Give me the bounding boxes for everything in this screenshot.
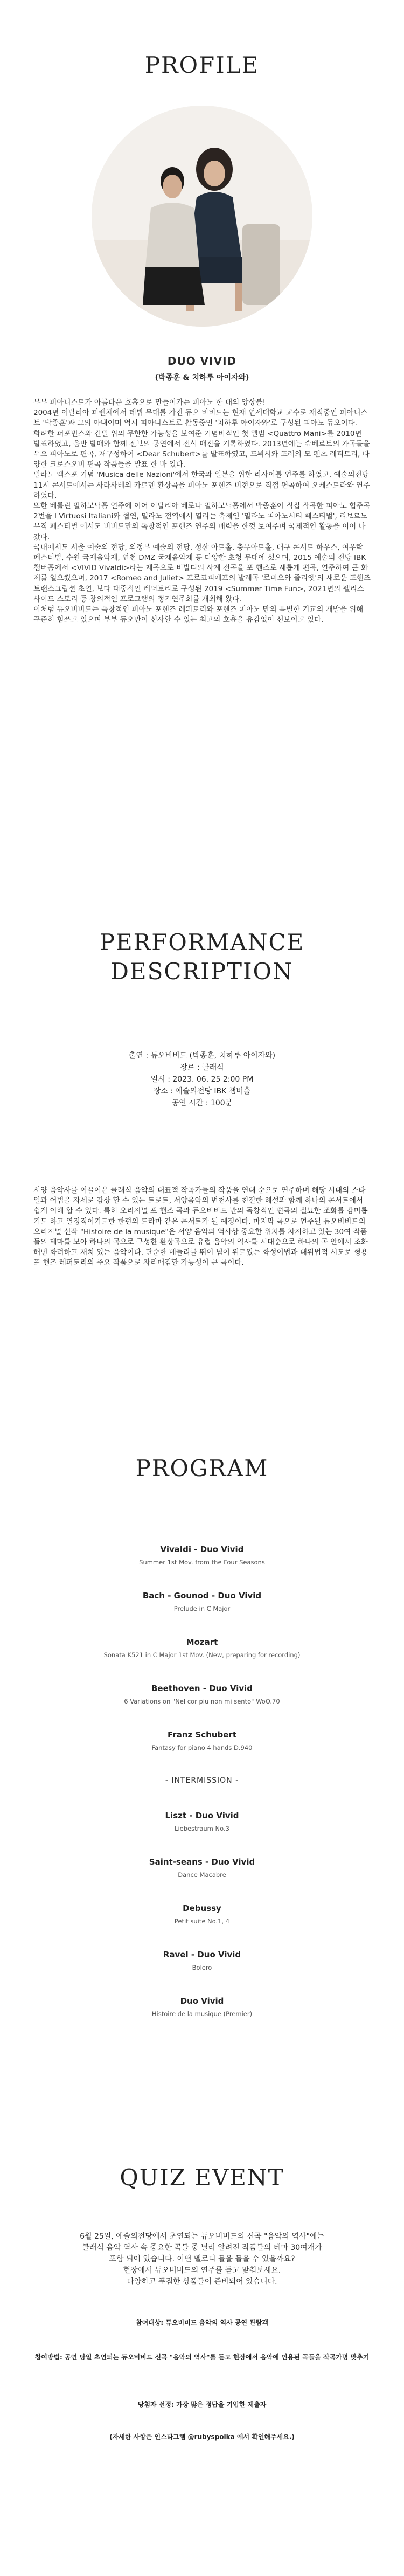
quiz-target: 참여대상: 듀오비비드 음악의 역사 공연 관람객 <box>136 2319 268 2326</box>
piece-title: Sonata K521 in C Major 1st Mov. (New, preparing for recording) <box>103 1651 301 1659</box>
quiz-intro-line: 포함 되어 있습니다. 어떤 멜로디 들을 들을 수 있을까요? <box>109 2255 295 2263</box>
quiz-intro-line: 클래식 음악 역사 속 중요한 곡들 중 널리 알려진 작품들의 테마 30여개가 <box>82 2243 322 2252</box>
program-item <box>0 1545 404 1566</box>
piece-title: Summer 1st Mov. from the Four Seasons <box>139 1559 265 1566</box>
duo-members: (박종훈 & 치하루 아이자와) <box>155 373 249 382</box>
piece-composer: Beethoven - Duo Vivid <box>151 1684 253 1693</box>
quiz-intro-line: 현장에서 듀오비비드의 연주를 듣고 맞춰보세요. <box>123 2266 281 2275</box>
info-duration: 공연 시간 : 100분 <box>171 1099 233 1107</box>
piece-composer: Ravel - Duo Vivid <box>163 1950 241 1959</box>
duo-portrait-image <box>92 106 312 327</box>
info-performer: 출연 : 듀오비비드 (박종훈, 치하루 아이자와) <box>128 1051 276 1060</box>
performance-description: 서양 음악사를 이끌어온 클래식 음악의 대표적 작곡가들의 작품을 연대 순으로 연주하며 해당 시대의 스타일과 어법을 자세로 감상 할 수 있는 트로트, 서양음악의 변천사를 친절한 해설과 함께 하나의 콘서트에서 쉽게 이해 할 수 있다. 특히 오리지널 포 핸즈 곡과 듀오비비드 만의 독창적인 편곡의 절묘한 조화를 감미롭기도 하고 열정적이기도한 한편의 드라마 같은 콘서트가 될 예정이다. 마지막 곡으로 연주될 듀오비비드의 오리지널 신작 "Histoire de la musique"은 서양 음악의 역사상 중요한 위치를 차지하고 있는 30여 작품들의 테마를 모아 하나의 곡으로 구성한 환상곡으로 유럽 음악의 역사를 시대순으로 하나의 곡 안에서 조화해낸 화려하고 재치 있는 음악이다. 단순한 메들리를 뛰어 넘어 위트있는 화성어법과 대위법적 시도로 형용 포 핸즈 레퍼토리의 주요 작품으로 자리매김할 가능성이 큰 곡이다. <box>33 1186 368 1268</box>
bio-paragraph: 국내에서도 서울 예술의 전당, 의정부 예술의 전당, 성산 아트홀, 충무아트홀, 대구 콘서트 하우스, 여우락 페스티벌, 수원 국제음악제, 연천 DMZ 국제음악제 등 다양한 초청 무대에 섰으며, 2015 예술의 전당 IBK챔버홀에서 <VIVID Vivaldi>라는 제목으로 비발디의 사계 전곡을 포 핸즈로 새롭게 편곡, 연주하여 큰 화제를 일으켰으며, 2017 <Romeo and Juliet> 프로코피에프의 발레곡 '로미오와 줄리엣'의 새로운 포핸즈 트랜스크립션 초연, 보다 대중적인 레퍼토리로 구성된 2019 <Summer Time Fun>, 2021년의 펠리스 사이드 스토리 등 창의적인 프로그램의 정기연주회를 개최해 왔다. <box>33 543 371 604</box>
program-item <box>0 1684 404 1705</box>
performance-title-line2: DESCRIPTION <box>110 958 294 985</box>
info-venue: 장소 : 예술의전당 IBK 챔버홀 <box>153 1087 251 1096</box>
performance-info <box>0 1050 404 1109</box>
program-item <box>0 1811 404 1832</box>
piece-composer: Vivaldi - Duo Vivid <box>160 1545 244 1554</box>
piece-title: Liebestraum No.3 <box>175 1825 229 1832</box>
program-item <box>0 1857 404 1879</box>
quiz-method: 참여방법: 공연 당일 초연되는 듀오비비드 신곡 "음악의 역사"를 듣고 현장에서 음악에 인용된 곡들을 작곡가명 맞추기 <box>34 2353 370 2361</box>
info-datetime: 일시 : 2023. 06. 25 2:00 PM <box>150 1075 254 1084</box>
piece-title: Histoire de la musique (Premier) <box>151 2010 253 2018</box>
bio-paragraph: 부부 피아니스트가 아름다운 호흡으로 만들어가는 피아노 한 대의 앙상블! <box>33 398 266 407</box>
piece-composer: Mozart <box>186 1637 218 1647</box>
program-item <box>0 1730 404 1751</box>
piece-composer: Debussy <box>183 1903 221 1913</box>
quiz-intro-line: 다양하고 푸짐한 상품들이 준비되어 있습니다. <box>127 2277 277 2286</box>
bio-paragraph: 이처럼 듀오비비드는 독창적인 피아노 포핸즈 레퍼토리와 포핸즈 피아노 만의 특별한 기교의 개발을 위해 꾸준히 힘쓰고 있으며 부부 듀오만이 선사할 수 있는 최고의 호흡을 유감없이 선보이고 있다. <box>33 605 364 625</box>
quiz-intro <box>0 2231 404 2288</box>
bio-paragraph: 화려한 퍼포먼스와 긴밀 위의 무한한 가능성을 보여준 기념비적인 첫 앨범 <Quattro Mani>를 2010년 발표하였고, 음반 발매와 함께 전보의 공연에서 전석 매진을 기록하였다. 2013년에는 슈베르트의 가곡들을 듀오 피아노로 편곡, 재구성하여 <Dear Schubert>를 발표하였고, 드뷔시와 포레의 모 펜츠 레퍼토리, 다양한 크로스오버 편곡 작품들을 발표 한 바 있다. <box>33 429 370 469</box>
piece-composer: Bach - Gounod - Duo Vivid <box>142 1591 262 1601</box>
artist-photo <box>92 106 312 327</box>
quiz-selection: 당첨자 선정: 가장 많은 정답을 기입한 제출자 <box>137 2401 267 2408</box>
program-list <box>0 1545 404 2042</box>
duo-name: DUO VIVID <box>167 355 237 368</box>
piece-composer: Saint-seans - Duo Vivid <box>149 1857 255 1867</box>
profile-title: PROFILE <box>144 52 260 78</box>
piece-title: Bolero <box>192 1964 212 1971</box>
piece-title: Petit suite No.1, 4 <box>174 1917 230 1925</box>
bio-paragraph: 밀라노 엑스포 기념 'Musica delle Nazioni'에서 한국과 일본을 위한 리사이틀 연주를 하였고, 예술의전당 11시 콘서트에서는 사라사테의 카르멘 환상곡을 피아노 포핸즈 버전으로 직접 편곡하여 오케스트라와 연주하였다. <box>33 470 371 500</box>
piece-title: Fantasy for piano 4 hands D.940 <box>151 1744 253 1751</box>
bio-paragraph: 또한 베를린 필하모닉홀 연주에 이어 이탈리아 베로나 필하모닉홀에서 박종훈이 직접 작곡한 피아노 협주곡 2번을 I Virtuosi Italiani와 협연, 밀라노 전역에서 열리는 축제인 '밀라노 피아노시티 페스티벌', 리보르노 뮤직 페스티벌 에서도 비비드만의 독창적인 포핸즈 연주의 매력을 한껏 보여주며 국제적인 활동을 이어 나갔다. <box>33 502 371 542</box>
piece-composer: Liszt - Duo Vivid <box>165 1811 239 1820</box>
quiz-details: (자세한 사항은 인스타그램 @rubyspolka 에서 확인해주세요.) <box>109 2433 295 2441</box>
quiz-title: QUIZ EVENT <box>120 2164 284 2191</box>
program-title: PROGRAM <box>135 1455 269 1481</box>
piece-composer: Franz Schubert <box>168 1730 236 1740</box>
program-item <box>0 1637 404 1659</box>
info-genre: 장르 : 클래식 <box>180 1063 224 1072</box>
performance-title-line1: PERFORMANCE <box>99 929 305 955</box>
piece-title: Dance Macabre <box>178 1871 226 1879</box>
performance-title <box>0 928 404 986</box>
program-item <box>0 1996 404 2018</box>
profile-bio <box>33 398 371 625</box>
program-item <box>0 1591 404 1612</box>
piece-composer: Duo Vivid <box>180 1996 224 2006</box>
program-item <box>0 1950 404 1971</box>
piece-title: 6 Variations on "Nel cor piu non mi sento" WoO.70 <box>124 1698 280 1705</box>
program-item <box>0 1903 404 1925</box>
intermission-label: - INTERMISSION - <box>165 1776 239 1785</box>
piece-title: Prelude in C Major <box>173 1605 231 1612</box>
bio-paragraph: 2004년 이탈리아 피렌체에서 데뷔 무대를 가진 듀오 비비드는 현재 연세대학교 교수로 재직중인 피아니스트 '박종훈'과 그의 아내이며 역시 피아니스트로 활동중인 '치하루 아이자와'로 구성된 피아노 듀오이다. <box>33 408 368 428</box>
quiz-intro-line: 6월 25일, 예술의전당에서 초연되는 듀오비비드의 신곡 "음악의 역사"에는 <box>80 2232 324 2241</box>
